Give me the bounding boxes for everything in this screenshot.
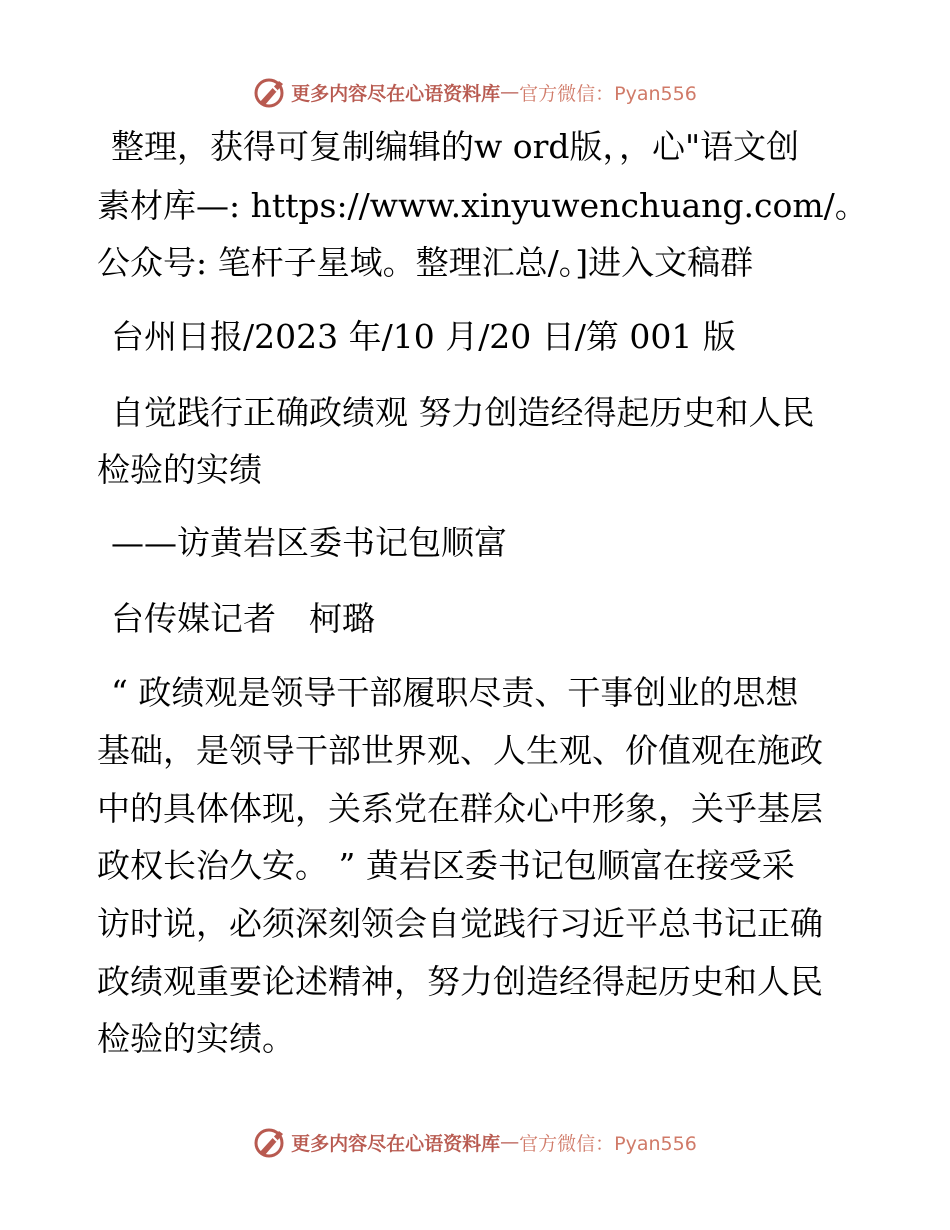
banner-separator: —: [500, 1131, 520, 1153]
banner-wechat-text: 官方微信：Pyan556: [519, 82, 697, 105]
banner-wechat-text: 官方微信：Pyan556: [519, 1132, 697, 1155]
subtitle: ——访黄岩区委书记包顺富: [111, 523, 507, 562]
body-line: 政权长治久安。 ” 黄岩区委书记包顺富在接受采: [97, 846, 795, 885]
body-line: 中的具体体现，关系党在群众心中形象，关乎基层: [97, 789, 823, 828]
intro-line: 整理，获得可复制编辑的w ord版，，心"语文创: [111, 127, 800, 166]
intro-line: 素材库—: https://www.xinyuwenchuang.com/。: [97, 186, 868, 225]
body-line: 访时说，必须深刻领会自觉践行习近平总书记正确: [97, 904, 823, 943]
byline: 台传媒记者 柯璐: [111, 599, 375, 638]
quill-pen-icon: [253, 75, 287, 109]
body-line: 政绩观重要论述精神，努力创造经得起历史和人民: [97, 962, 823, 1001]
body-line: “ 政绩观是领导干部履职尽责、干事创业的思想: [111, 673, 799, 712]
header-banner: [0, 72, 950, 112]
body-line: 基础，是领导干部世界观、人生观、价值观在施政: [97, 731, 823, 770]
source-line: 台州日报/2023 年/10 月/20 日/第 001 版: [111, 317, 736, 356]
headline-line: 自觉践行正确政绩观 努力创造经得起历史和人民: [111, 393, 815, 432]
body-line: 检验的实绩。: [97, 1019, 295, 1058]
quill-pen-icon: [253, 1125, 287, 1159]
footer-banner: [0, 1122, 950, 1162]
banner-site-text: 更多内容尽在心语资料库: [291, 82, 501, 105]
banner-separator: —: [500, 81, 520, 103]
headline-line: 检验的实绩: [97, 450, 262, 489]
banner-site-text: 更多内容尽在心语资料库: [291, 1132, 501, 1155]
intro-line: 公众号: 笔杆子星域。整理汇总/。]进入文稿群: [97, 243, 754, 282]
